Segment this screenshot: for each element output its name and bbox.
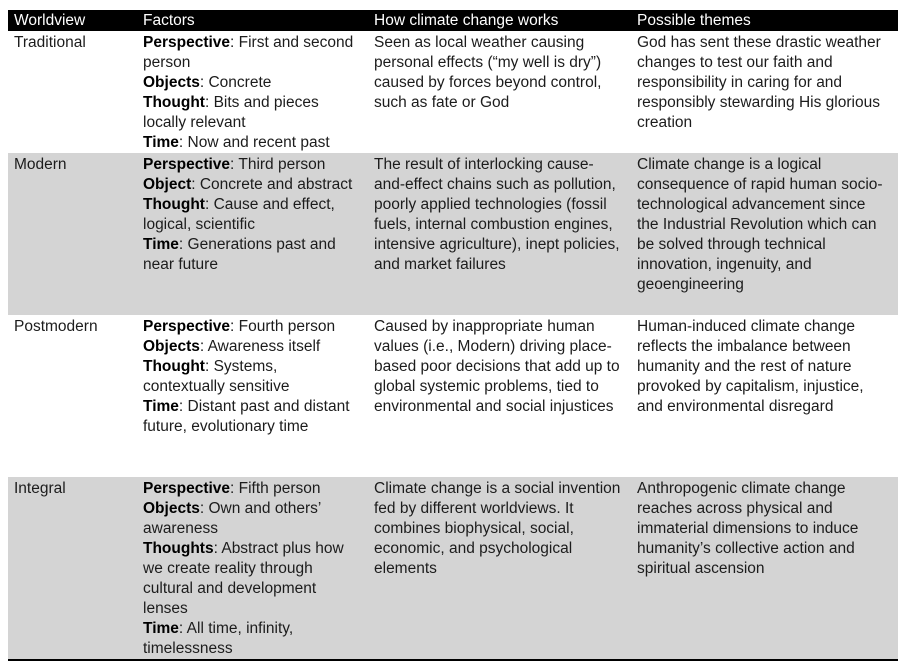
factor-text: : Fifth person: [230, 480, 321, 497]
factor-term: Thought: [143, 94, 205, 111]
table-row-modern: [8, 153, 898, 315]
factor-line: [143, 155, 359, 175]
factor-text: : Bits and pieces locally relevant: [143, 94, 319, 131]
factor-line: [143, 33, 359, 73]
factor-line: [143, 619, 359, 659]
factor-term: Objects: [143, 500, 200, 517]
factor-text: : Own and others’ awareness: [143, 500, 321, 537]
factor-text: : All time, infinity, timelessness: [143, 620, 294, 657]
factor-text: : Third person: [230, 156, 326, 173]
factor-text: : Generations past and near future: [143, 236, 336, 273]
cell-factors: [137, 315, 368, 477]
factor-text: : Concrete and abstract: [191, 176, 353, 193]
factor-text: : Abstract plus how we create reality through cultural and development lenses: [143, 540, 344, 617]
factor-line: [143, 499, 359, 539]
cell-worldview: Integral: [14, 480, 66, 497]
factor-line: [143, 337, 359, 357]
factor-text: : Awareness itself: [199, 338, 321, 355]
cell-factors: [137, 477, 368, 659]
factor-term: Thought: [143, 358, 205, 375]
factor-line: [143, 195, 359, 235]
factor-line: [143, 235, 359, 275]
factor-line: [143, 317, 359, 337]
header-cell-worldview: Worldview: [14, 12, 86, 29]
factor-line: [143, 93, 359, 133]
factor-term: Perspective: [143, 156, 231, 173]
factor-term: Thought: [143, 196, 205, 213]
cell-worldview: Traditional: [14, 34, 86, 51]
factor-term: Perspective: [143, 318, 231, 335]
factor-line: [143, 357, 359, 397]
factor-line: [143, 133, 359, 153]
factor-term: Time: [143, 236, 179, 253]
cell-how-climate-change-works: Climate change is a social invention fed by different worldviews. It combines biophysical, social, economic, and psychological elements: [374, 480, 621, 577]
factor-term: Objects: [143, 74, 200, 91]
factor-text: : Fourth person: [230, 318, 336, 335]
factor-text: : First and second person: [143, 34, 354, 71]
factor-line: [143, 397, 359, 437]
cell-possible-themes: God has sent these drastic weather changes to test our faith and responsibility in caring for and responsibly stewarding His glorious creation: [637, 34, 881, 131]
factor-term: Thoughts: [143, 540, 214, 557]
header-cell-how-climate-change-works: How climate change works: [374, 12, 559, 29]
table-row-postmodern: [8, 315, 898, 477]
cell-possible-themes: Climate change is a logical consequence of rapid human socio-technological advancement since the Industrial Revolution which can be solved through technical innovation, ingenuity, and geoengineering: [637, 156, 883, 293]
header-cell-factors: Factors: [143, 12, 195, 29]
factor-text: : Distant past and distant future, evolutionary time: [143, 398, 350, 435]
factor-text: : Concrete: [199, 74, 272, 91]
cell-factors: [137, 153, 368, 315]
table-row-traditional: [8, 31, 898, 153]
factor-line: [143, 175, 359, 195]
factor-text: : Systems, contextually sensitive: [143, 358, 290, 395]
factor-term: Time: [143, 620, 179, 637]
factor-term: Perspective: [143, 480, 231, 497]
factor-text: : Now and recent past: [178, 134, 330, 151]
cell-worldview: Modern: [14, 156, 67, 173]
worldview-table: [8, 10, 898, 661]
cell-how-climate-change-works: Seen as local weather causing personal effects (“my well is dry”) caused by forces beyond control, such as fate or God: [374, 34, 602, 111]
factor-term: Perspective: [143, 34, 231, 51]
cell-factors: [137, 31, 368, 153]
cell-how-climate-change-works: Caused by inappropriate human values (i.e., Modern) driving place-based poor decisions that add up to global systemic problems, tied to environmental and social injustices: [374, 318, 620, 415]
factor-term: Objects: [143, 338, 200, 355]
table-header-row: [8, 10, 898, 31]
cell-how-climate-change-works: The result of interlocking cause-and-effect chains such as pollution, poorly applied technologies (fossil fuels, internal combustion engines, intensive agriculture), inept policies, and market failures: [374, 156, 620, 273]
factor-text: : Cause and effect, logical, scientific: [143, 196, 335, 233]
cell-possible-themes: Anthropogenic climate change reaches across physical and immaterial dimensions to induce humanity’s collective action and spiritual ascension: [637, 480, 859, 577]
factor-term: Time: [143, 398, 179, 415]
cell-worldview: Postmodern: [14, 318, 98, 335]
factor-line: [143, 73, 359, 93]
factor-line: [143, 539, 359, 619]
table-row-integral: [8, 477, 898, 659]
header-cell-possible-themes: Possible themes: [637, 12, 751, 29]
factor-term: Object: [143, 176, 192, 193]
factor-term: Time: [143, 134, 179, 151]
cell-possible-themes: Human-induced climate change reflects the imbalance between humanity and the rest of nature provoked by capitalism, injustice, and environmental disregard: [637, 318, 864, 415]
factor-line: [143, 479, 359, 499]
